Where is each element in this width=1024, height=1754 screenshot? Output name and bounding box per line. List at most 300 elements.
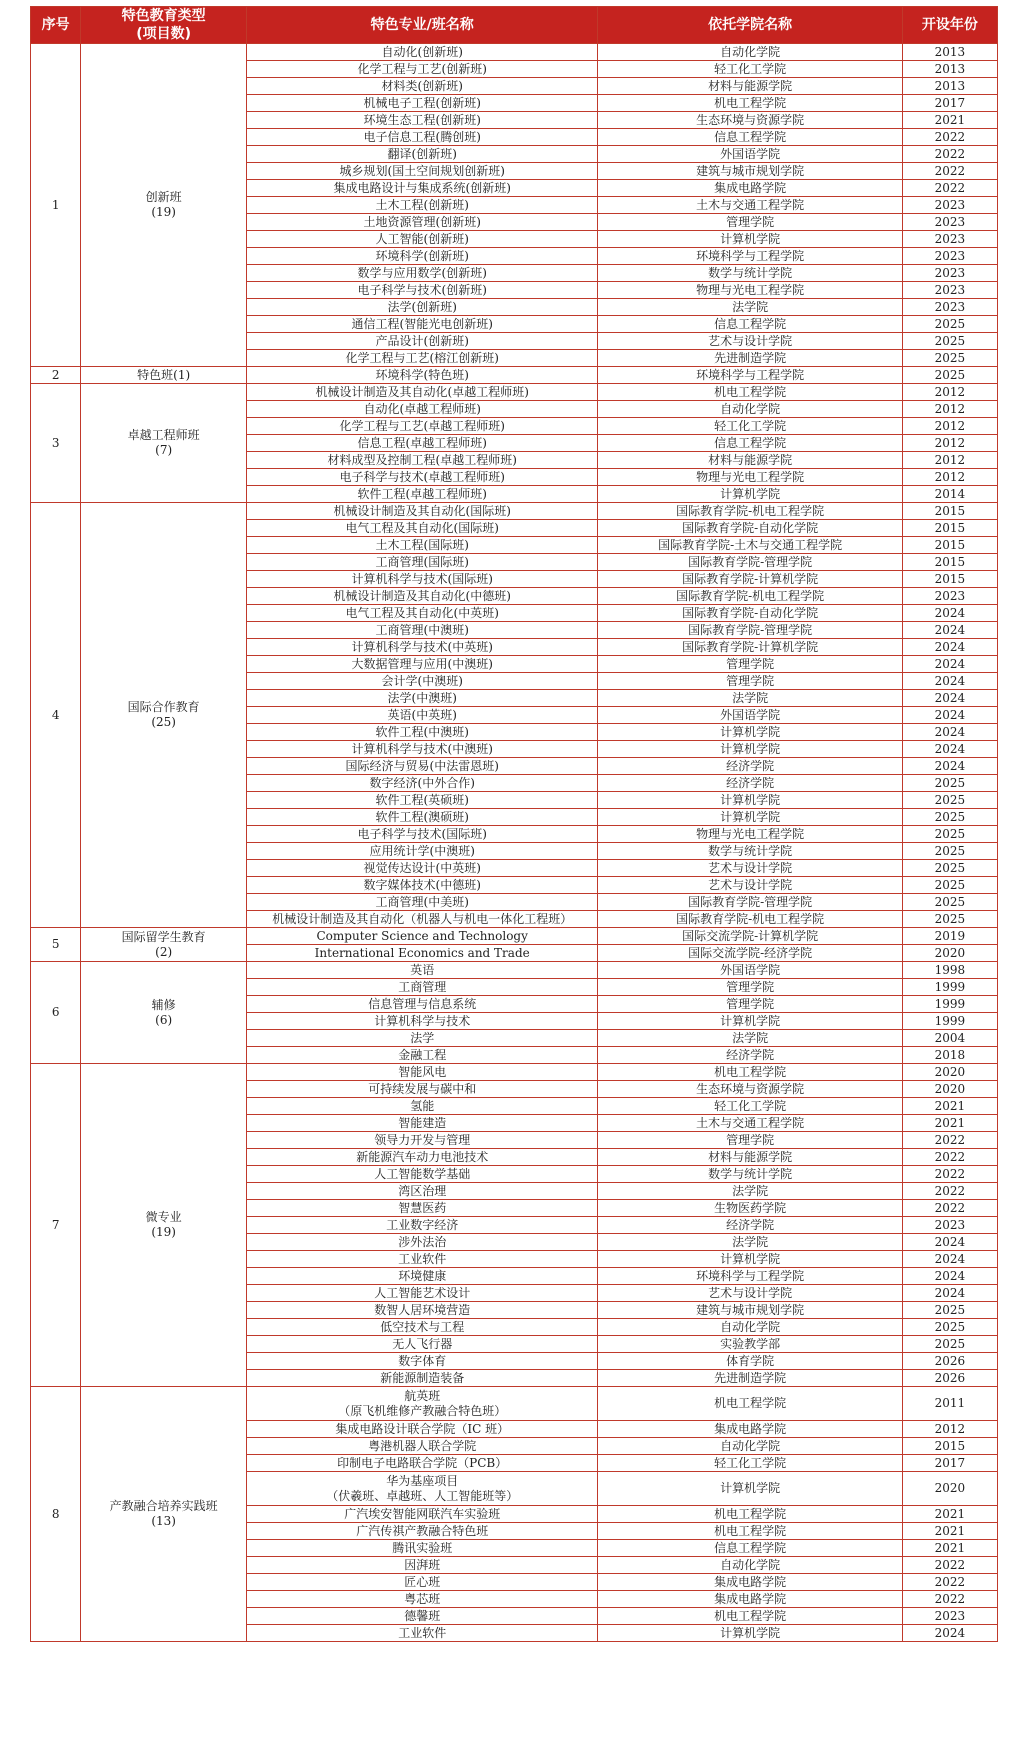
group-seq-cell: 7 [31, 1064, 81, 1387]
year-cell: 1999 [902, 996, 997, 1013]
year-cell: 2025 [902, 316, 997, 333]
year-cell: 2025 [902, 350, 997, 367]
major-cell: 工业软件 [247, 1625, 598, 1642]
college-cell: 管理学院 [598, 673, 902, 690]
major-cell: 数字体育 [247, 1353, 598, 1370]
major-cell: 广汽埃安智能网联汽车实验班 [247, 1506, 598, 1523]
major-cell: 电子信息工程(腾创班) [247, 129, 598, 146]
table-header-row [31, 7, 998, 44]
year-cell: 2020 [902, 945, 997, 962]
year-cell: 2015 [902, 1438, 997, 1455]
major-cell: 化学工程与工艺(卓越工程师班) [247, 418, 598, 435]
college-cell: 轻工化工学院 [598, 61, 902, 78]
college-cell: 生态环境与资源学院 [598, 1081, 902, 1098]
major-cell: 电气工程及其自动化(中英班) [247, 605, 598, 622]
year-cell: 2022 [902, 1149, 997, 1166]
year-cell: 2018 [902, 1047, 997, 1064]
major-cell: 人工智能(创新班) [247, 231, 598, 248]
major-cell: 人工智能数学基础 [247, 1166, 598, 1183]
year-cell: 2022 [902, 1591, 997, 1608]
group-type-cell [81, 962, 247, 1064]
major-cell: 广汽传祺产教融合特色班 [247, 1523, 598, 1540]
college-cell: 外国语学院 [598, 962, 902, 979]
college-cell: 计算机学院 [598, 724, 902, 741]
year-cell: 2011 [902, 1387, 997, 1421]
college-cell: 艺术与设计学院 [598, 860, 902, 877]
year-cell: 2023 [902, 231, 997, 248]
group-type-cell [81, 367, 247, 384]
year-cell: 2015 [902, 554, 997, 571]
college-cell: 物理与光电工程学院 [598, 826, 902, 843]
college-cell: 计算机学院 [598, 231, 902, 248]
group-type-name: 特色班(1) [137, 367, 191, 382]
college-cell: 土木与交通工程学院 [598, 197, 902, 214]
group-type-cell [81, 503, 247, 928]
major-cell: 智能建造 [247, 1115, 598, 1132]
year-cell: 2024 [902, 639, 997, 656]
year-cell: 2024 [902, 1251, 997, 1268]
year-cell: 1999 [902, 1013, 997, 1030]
group-type-name: 国际留学生教育 [121, 929, 206, 944]
college-cell: 集成电路学院 [598, 1591, 902, 1608]
major-cell [247, 1387, 598, 1421]
year-cell: 2014 [902, 486, 997, 503]
major-cell: 土地资源管理(创新班) [247, 214, 598, 231]
major-line: （伏羲班、卓越班、人工智能班等） [326, 1488, 519, 1503]
major-cell: 英语 [247, 962, 598, 979]
major-line: 航英班 [404, 1388, 441, 1403]
college-cell: 土木与交通工程学院 [598, 1115, 902, 1132]
year-cell: 2024 [902, 1285, 997, 1302]
major-cell: 应用统计学(中澳班) [247, 843, 598, 860]
year-cell: 2015 [902, 537, 997, 554]
group-type-count: (7) [155, 443, 173, 457]
major-cell: 数字经济(中外合作) [247, 775, 598, 792]
college-cell: 数学与统计学院 [598, 1166, 902, 1183]
college-cell: 材料与能源学院 [598, 1149, 902, 1166]
college-cell: 法学院 [598, 1030, 902, 1047]
college-cell: 轻工化工学院 [598, 1455, 902, 1472]
year-cell: 2012 [902, 1421, 997, 1438]
group-type-name: 产教融合培养实践班 [109, 1499, 218, 1513]
year-cell: 2024 [902, 622, 997, 639]
college-cell: 环境科学与工程学院 [598, 367, 902, 384]
group-type-count: (2) [155, 944, 173, 959]
college-cell: 国际教育学院-管理学院 [598, 622, 902, 639]
college-cell: 法学院 [598, 690, 902, 707]
college-cell: 轻工化工学院 [598, 418, 902, 435]
college-cell: 物理与光电工程学院 [598, 469, 902, 486]
major-cell: 氢能 [247, 1098, 598, 1115]
college-cell: 国际教育学院-管理学院 [598, 894, 902, 911]
major-cell: 环境健康 [247, 1268, 598, 1285]
year-cell: 2021 [902, 1098, 997, 1115]
major-cell: 工业软件 [247, 1251, 598, 1268]
major-cell: 电子科学与技术(卓越工程师班) [247, 469, 598, 486]
group-type-name: 微专业 [145, 1210, 182, 1224]
group-seq-cell: 1 [31, 44, 81, 367]
education-table-container [30, 6, 998, 1642]
major-cell: 环境科学(创新班) [247, 248, 598, 265]
major-cell: 电气工程及其自动化(国际班) [247, 520, 598, 537]
year-cell: 2020 [902, 1472, 997, 1506]
year-cell: 2024 [902, 707, 997, 724]
major-cell: 印制电子电路联合学院（PCB） [247, 1455, 598, 1472]
major-cell: 工商管理 [247, 979, 598, 996]
college-cell: 艺术与设计学院 [598, 1285, 902, 1302]
major-cell: 匠心班 [247, 1574, 598, 1591]
major-cell: 英语(中英班) [247, 707, 598, 724]
college-cell: 计算机学院 [598, 792, 902, 809]
major-cell: 智能风电 [247, 1064, 598, 1081]
year-cell: 2022 [902, 1132, 997, 1149]
college-cell: 集成电路学院 [598, 180, 902, 197]
group-type-name: 创新班 [145, 190, 182, 204]
college-cell: 体育学院 [598, 1353, 902, 1370]
major-cell: 信息管理与信息系统 [247, 996, 598, 1013]
college-cell: 国际教育学院-机电工程学院 [598, 503, 902, 520]
college-cell: 数学与统计学院 [598, 265, 902, 282]
college-cell: 数学与统计学院 [598, 843, 902, 860]
major-cell: 因湃班 [247, 1557, 598, 1574]
table-row [31, 503, 998, 520]
college-cell: 国际教育学院-自动化学院 [598, 520, 902, 537]
college-cell: 经济学院 [598, 1217, 902, 1234]
group-type-count: (19) [151, 1225, 176, 1239]
college-cell: 国际教育学院-机电工程学院 [598, 911, 902, 928]
college-cell: 信息工程学院 [598, 316, 902, 333]
major-cell: 粤芯班 [247, 1591, 598, 1608]
major-cell: 软件工程(英硕班) [247, 792, 598, 809]
year-cell: 2022 [902, 129, 997, 146]
major-cell: 金融工程 [247, 1047, 598, 1064]
major-cell: 土木工程(国际班) [247, 537, 598, 554]
college-cell: 艺术与设计学院 [598, 333, 902, 350]
college-cell: 生态环境与资源学院 [598, 112, 902, 129]
college-cell: 信息工程学院 [598, 435, 902, 452]
college-cell: 建筑与城市规划学院 [598, 1302, 902, 1319]
major-cell: 计算机科学与技术 [247, 1013, 598, 1030]
college-cell: 集成电路学院 [598, 1574, 902, 1591]
college-cell: 机电工程学院 [598, 1387, 902, 1421]
year-cell: 2023 [902, 1217, 997, 1234]
major-line: （原飞机维修产教融合特色班） [338, 1403, 507, 1418]
college-cell: 计算机学院 [598, 809, 902, 826]
year-cell: 2025 [902, 843, 997, 860]
year-cell: 2013 [902, 44, 997, 61]
group-seq-cell: 2 [31, 367, 81, 384]
college-cell: 环境科学与工程学院 [598, 248, 902, 265]
year-cell: 2024 [902, 673, 997, 690]
college-cell: 计算机学院 [598, 741, 902, 758]
year-cell: 2012 [902, 384, 997, 401]
year-cell: 2021 [902, 1506, 997, 1523]
year-cell: 2023 [902, 299, 997, 316]
college-cell: 外国语学院 [598, 707, 902, 724]
group-type-count: (6) [155, 1012, 173, 1027]
major-cell: 可持续发展与碳中和 [247, 1081, 598, 1098]
major-cell: 环境科学(特色班) [247, 367, 598, 384]
year-cell: 2021 [902, 112, 997, 129]
major-cell: 新能源制造装备 [247, 1370, 598, 1387]
year-cell: 2023 [902, 248, 997, 265]
group-seq-cell: 5 [31, 928, 81, 962]
group-type-count: (13) [151, 1514, 176, 1528]
major-cell: 涉外法治 [247, 1234, 598, 1251]
major-cell: 土木工程(创新班) [247, 197, 598, 214]
year-cell: 2025 [902, 860, 997, 877]
header-year: 开设年份 [902, 7, 997, 44]
major-cell: 法学(创新班) [247, 299, 598, 316]
year-cell: 2021 [902, 1523, 997, 1540]
major-cell: 通信工程(智能光电创新班) [247, 316, 598, 333]
major-cell: 国际经济与贸易(中法雷恩班) [247, 758, 598, 775]
year-cell: 2017 [902, 95, 997, 112]
major-cell: 大数据管理与应用(中澳班) [247, 656, 598, 673]
year-cell: 2024 [902, 690, 997, 707]
college-cell: 先进制造学院 [598, 350, 902, 367]
year-cell: 2012 [902, 452, 997, 469]
year-cell: 2025 [902, 1302, 997, 1319]
year-cell: 2017 [902, 1455, 997, 1472]
major-cell: 计算机科学与技术(中澳班) [247, 741, 598, 758]
major-cell: 机械设计制造及其自动化(国际班) [247, 503, 598, 520]
year-cell: 2024 [902, 1268, 997, 1285]
college-cell: 信息工程学院 [598, 1540, 902, 1557]
major-cell: Computer Science and Technology [247, 928, 598, 945]
year-cell: 2023 [902, 282, 997, 299]
college-cell: 计算机学院 [598, 1251, 902, 1268]
major-cell: 计算机科学与技术(国际班) [247, 571, 598, 588]
year-cell: 2024 [902, 758, 997, 775]
major-cell: 工业数字经济 [247, 1217, 598, 1234]
college-cell: 国际交流学院-经济学院 [598, 945, 902, 962]
year-cell: 2022 [902, 1166, 997, 1183]
major-cell: 德馨班 [247, 1608, 598, 1625]
college-cell: 机电工程学院 [598, 1064, 902, 1081]
college-cell: 生物医药学院 [598, 1200, 902, 1217]
year-cell: 2021 [902, 1115, 997, 1132]
group-type-name: 卓越工程师班 [127, 428, 200, 442]
year-cell: 2025 [902, 1319, 997, 1336]
education-table [30, 6, 998, 1642]
college-cell: 国际教育学院-自动化学院 [598, 605, 902, 622]
table-row [31, 367, 998, 384]
year-cell: 2019 [902, 928, 997, 945]
major-cell: 法学(中澳班) [247, 690, 598, 707]
group-type-count: (19) [151, 205, 176, 219]
group-type-name: 辅修 [151, 997, 176, 1012]
college-cell: 自动化学院 [598, 401, 902, 418]
year-cell: 2012 [902, 469, 997, 486]
major-cell: 数智人居环境营造 [247, 1302, 598, 1319]
college-cell: 机电工程学院 [598, 1506, 902, 1523]
major-cell: 机械设计制造及其自动化(中德班) [247, 588, 598, 605]
major-cell: 信息工程(卓越工程师班) [247, 435, 598, 452]
year-cell: 2022 [902, 1557, 997, 1574]
year-cell: 2022 [902, 163, 997, 180]
major-cell: 软件工程(澳硕班) [247, 809, 598, 826]
year-cell: 2026 [902, 1353, 997, 1370]
year-cell: 2025 [902, 911, 997, 928]
college-cell: 管理学院 [598, 979, 902, 996]
group-type-cell [81, 928, 247, 962]
major-cell: 材料类(创新班) [247, 78, 598, 95]
college-cell: 国际教育学院-管理学院 [598, 554, 902, 571]
header-major: 特色专业/班名称 [247, 7, 598, 44]
college-cell: 国际教育学院-计算机学院 [598, 571, 902, 588]
college-cell: 国际教育学院-土木与交通工程学院 [598, 537, 902, 554]
college-cell: 自动化学院 [598, 1319, 902, 1336]
year-cell: 2022 [902, 146, 997, 163]
year-cell: 2013 [902, 61, 997, 78]
major-cell: 环境生态工程(创新班) [247, 112, 598, 129]
major-cell: 集成电路设计联合学院（IC 班） [247, 1421, 598, 1438]
year-cell: 2004 [902, 1030, 997, 1047]
group-type-cell [81, 1387, 247, 1642]
college-cell: 集成电路学院 [598, 1421, 902, 1438]
major-cell: International Economics and Trade [247, 945, 598, 962]
table-row [31, 1387, 998, 1421]
year-cell: 2012 [902, 435, 997, 452]
year-cell: 1999 [902, 979, 997, 996]
year-cell: 2023 [902, 197, 997, 214]
year-cell: 2025 [902, 826, 997, 843]
college-cell: 实验教学部 [598, 1336, 902, 1353]
college-cell: 材料与能源学院 [598, 78, 902, 95]
college-cell: 管理学院 [598, 656, 902, 673]
college-cell: 自动化学院 [598, 44, 902, 61]
college-cell: 管理学院 [598, 996, 902, 1013]
year-cell: 2024 [902, 1234, 997, 1251]
major-cell: 数字媒体技术(中德班) [247, 877, 598, 894]
major-cell: 低空技术与工程 [247, 1319, 598, 1336]
major-cell: 化学工程与工艺(榕江创新班) [247, 350, 598, 367]
college-cell: 法学院 [598, 1183, 902, 1200]
major-cell: 领导力开发与管理 [247, 1132, 598, 1149]
major-cell: 产品设计(创新班) [247, 333, 598, 350]
year-cell: 2023 [902, 588, 997, 605]
college-cell: 机电工程学院 [598, 384, 902, 401]
major-cell: 粤港机器人联合学院 [247, 1438, 598, 1455]
major-cell: 材料成型及控制工程(卓越工程师班) [247, 452, 598, 469]
header-type-line1: 特色教育类型 [121, 8, 206, 24]
year-cell: 2024 [902, 724, 997, 741]
group-type-name: 国际合作教育 [127, 700, 200, 714]
major-cell: 自动化(卓越工程师班) [247, 401, 598, 418]
college-cell: 建筑与城市规划学院 [598, 163, 902, 180]
college-cell: 管理学院 [598, 214, 902, 231]
major-cell: 湾区治理 [247, 1183, 598, 1200]
college-cell: 法学院 [598, 1234, 902, 1251]
major-cell: 工商管理(国际班) [247, 554, 598, 571]
table-row [31, 962, 998, 979]
table-row [31, 44, 998, 61]
year-cell: 2015 [902, 571, 997, 588]
major-cell: 视觉传达设计(中英班) [247, 860, 598, 877]
year-cell: 2013 [902, 78, 997, 95]
major-cell [247, 1472, 598, 1506]
header-type-line2: (项目数) [136, 26, 192, 42]
college-cell: 国际教育学院-计算机学院 [598, 639, 902, 656]
group-seq-cell: 6 [31, 962, 81, 1064]
year-cell: 2026 [902, 1370, 997, 1387]
college-cell: 机电工程学院 [598, 1523, 902, 1540]
year-cell: 2022 [902, 1200, 997, 1217]
year-cell: 2012 [902, 401, 997, 418]
college-cell: 环境科学与工程学院 [598, 1268, 902, 1285]
college-cell: 法学院 [598, 299, 902, 316]
year-cell: 2025 [902, 775, 997, 792]
college-cell: 计算机学院 [598, 1625, 902, 1642]
major-cell: 翻译(创新班) [247, 146, 598, 163]
major-cell: 软件工程(卓越工程师班) [247, 486, 598, 503]
year-cell: 2024 [902, 656, 997, 673]
major-cell: 新能源汽车动力电池技术 [247, 1149, 598, 1166]
year-cell: 2023 [902, 214, 997, 231]
college-cell: 材料与能源学院 [598, 452, 902, 469]
header-type [81, 7, 247, 44]
table-row [31, 1064, 998, 1081]
college-cell: 艺术与设计学院 [598, 877, 902, 894]
group-seq-cell: 3 [31, 384, 81, 503]
college-cell: 轻工化工学院 [598, 1098, 902, 1115]
major-cell: 会计学(中澳班) [247, 673, 598, 690]
year-cell: 2024 [902, 741, 997, 758]
year-cell: 2020 [902, 1081, 997, 1098]
major-cell: 腾讯实验班 [247, 1540, 598, 1557]
major-cell: 机械电子工程(创新班) [247, 95, 598, 112]
college-cell: 自动化学院 [598, 1438, 902, 1455]
major-cell: 电子科学与技术(国际班) [247, 826, 598, 843]
year-cell: 2023 [902, 265, 997, 282]
college-cell: 机电工程学院 [598, 1608, 902, 1625]
group-seq-cell: 4 [31, 503, 81, 928]
college-cell: 经济学院 [598, 1047, 902, 1064]
major-cell: 人工智能艺术设计 [247, 1285, 598, 1302]
year-cell: 2022 [902, 1574, 997, 1591]
year-cell: 2025 [902, 367, 997, 384]
college-cell: 计算机学院 [598, 1013, 902, 1030]
year-cell: 2025 [902, 809, 997, 826]
table-body [31, 44, 998, 1642]
major-cell: 城乡规划(国土空间规划创新班) [247, 163, 598, 180]
header-college: 依托学院名称 [598, 7, 902, 44]
year-cell: 2023 [902, 1608, 997, 1625]
college-cell: 自动化学院 [598, 1557, 902, 1574]
year-cell: 1998 [902, 962, 997, 979]
year-cell: 2025 [902, 792, 997, 809]
college-cell: 计算机学院 [598, 1472, 902, 1506]
year-cell: 2022 [902, 1183, 997, 1200]
major-cell: 化学工程与工艺(创新班) [247, 61, 598, 78]
major-cell: 工商管理(中美班) [247, 894, 598, 911]
group-type-cell [81, 384, 247, 503]
year-cell: 2025 [902, 1336, 997, 1353]
major-cell: 法学 [247, 1030, 598, 1047]
major-cell: 集成电路设计与集成系统(创新班) [247, 180, 598, 197]
college-cell: 信息工程学院 [598, 129, 902, 146]
year-cell: 2021 [902, 1540, 997, 1557]
college-cell: 外国语学院 [598, 146, 902, 163]
major-cell: 无人飞行器 [247, 1336, 598, 1353]
year-cell: 2024 [902, 1625, 997, 1642]
year-cell: 2025 [902, 877, 997, 894]
major-cell: 数学与应用数学(创新班) [247, 265, 598, 282]
year-cell: 2015 [902, 520, 997, 537]
college-cell: 国际教育学院-机电工程学院 [598, 588, 902, 605]
header-seq: 序号 [31, 7, 81, 44]
